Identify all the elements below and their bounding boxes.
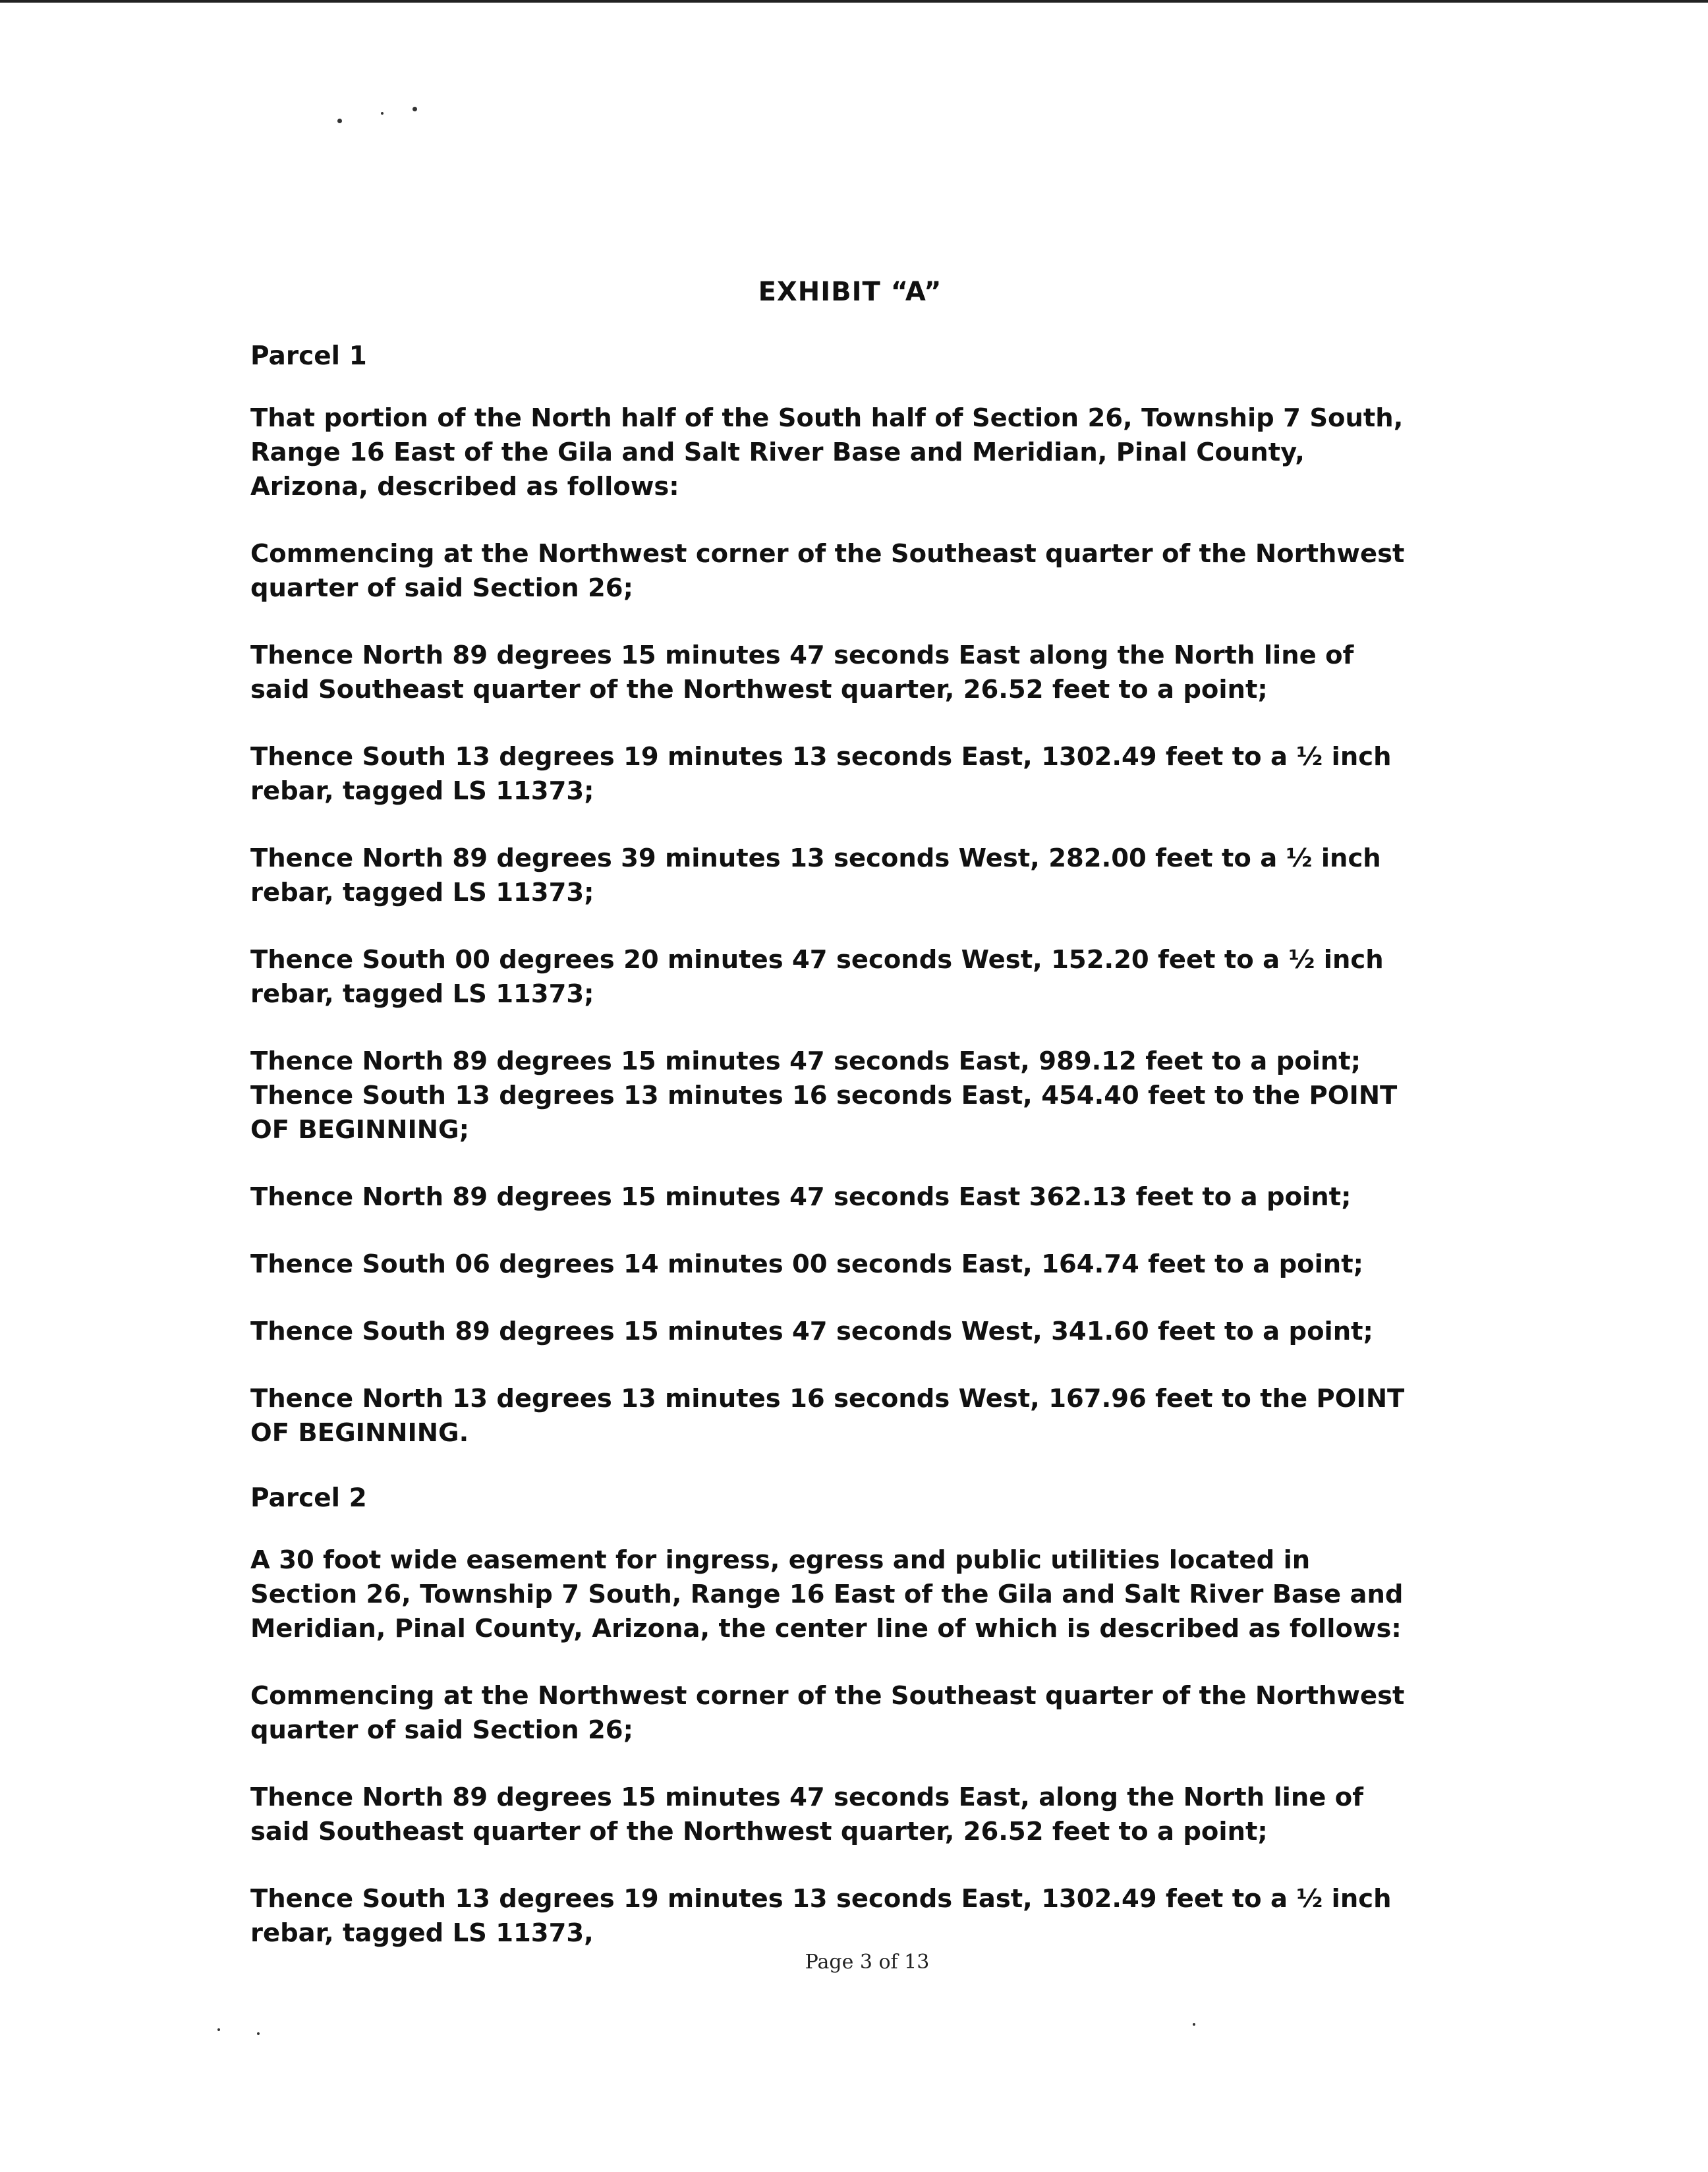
parcel-2-commencing: Commencing at the Northwest corner of the Southeast quarter of the Northwest quarter of said Section 26;	[250, 1681, 1405, 1745]
parcel-1-description: That portion of the North half of the South half of Section 26, Township 7 South, Range 16 East of the Gila and Salt River Base and Meridian, Pinal County, Arizona, described as follows:	[250, 403, 1404, 501]
parcel-1-course: Thence North 89 degrees 15 minutes 47 seconds East along the North line of said Southeast quarter of the Northwest quarter, 26.52 feet to a point;	[250, 641, 1354, 704]
scan-speck	[1193, 2023, 1195, 2026]
parcel-2-heading: Parcel 2	[250, 1483, 367, 1513]
scan-speck	[381, 112, 384, 115]
parcel-1-course: Thence South 06 degrees 14 minutes 00 seconds East, 164.74 feet to a point;	[250, 1249, 1364, 1279]
parcel-1-commencing: Commencing at the Northwest corner of the Southeast quarter of the Northwest quarter of said Section 26;	[250, 539, 1405, 603]
parcel-1-course: Thence North 89 degrees 39 minutes 13 seconds West, 282.00 feet to a ½ inch rebar, tagged LS 11373;	[250, 843, 1381, 907]
parcel-1-course: Thence North 13 degrees 13 minutes 16 seconds West, 167.96 feet to the POINT OF BEGINNING.	[250, 1384, 1405, 1448]
parcel-1-course: Thence North 89 degrees 15 minutes 47 seconds East 362.13 feet to a point;	[250, 1182, 1352, 1212]
legal-description	[250, 277, 1410, 1984]
scan-speck	[217, 2028, 220, 2031]
parcel-1-course: Thence North 89 degrees 15 minutes 47 seconds East, 989.12 feet to a point;	[250, 1046, 1361, 1076]
parcel-2-course: Thence South 13 degrees 19 minutes 13 seconds East, 1302.49 feet to a ½ inch rebar, tagged LS 11373,	[250, 1884, 1392, 1948]
scan-speck	[257, 2032, 260, 2035]
parcel-2-course: Thence North 89 degrees 15 minutes 47 seconds East, along the North line of said Southeast quarter of the Northwest quarter, 26.52 feet to a point;	[250, 1783, 1363, 1846]
parcel-1-course: Thence South 89 degrees 15 minutes 47 seconds West, 341.60 feet to a point;	[250, 1317, 1373, 1346]
parcel-1-course: Thence South 13 degrees 13 minutes 16 seconds East, 454.40 feet to the POINT OF BEGINNING;	[250, 1081, 1398, 1145]
parcel-1-course: Thence South 00 degrees 20 minutes 47 seconds West, 152.20 feet to a ½ inch rebar, tagged LS 11373;	[250, 945, 1384, 1009]
exhibit-title: EXHIBIT “A”	[758, 277, 942, 307]
page-number: Page 3 of 13	[805, 1951, 930, 1974]
scan-speck	[413, 107, 417, 111]
parcel-1-heading: Parcel 1	[250, 341, 367, 371]
scan-speck	[337, 119, 342, 123]
parcel-2-description: A 30 foot wide easement for ingress, egress and public utilities located in Section 26, Township 7 South, Range 16 East of the Gila and Salt River Base and Meridian, Pinal County, Arizona, the center line of which is described as follows:	[250, 1545, 1404, 1643]
parcel-1-course: Thence South 13 degrees 19 minutes 13 seconds East, 1302.49 feet to a ½ inch rebar, tagged LS 11373;	[250, 742, 1392, 806]
scan-top-border	[0, 0, 1708, 3]
